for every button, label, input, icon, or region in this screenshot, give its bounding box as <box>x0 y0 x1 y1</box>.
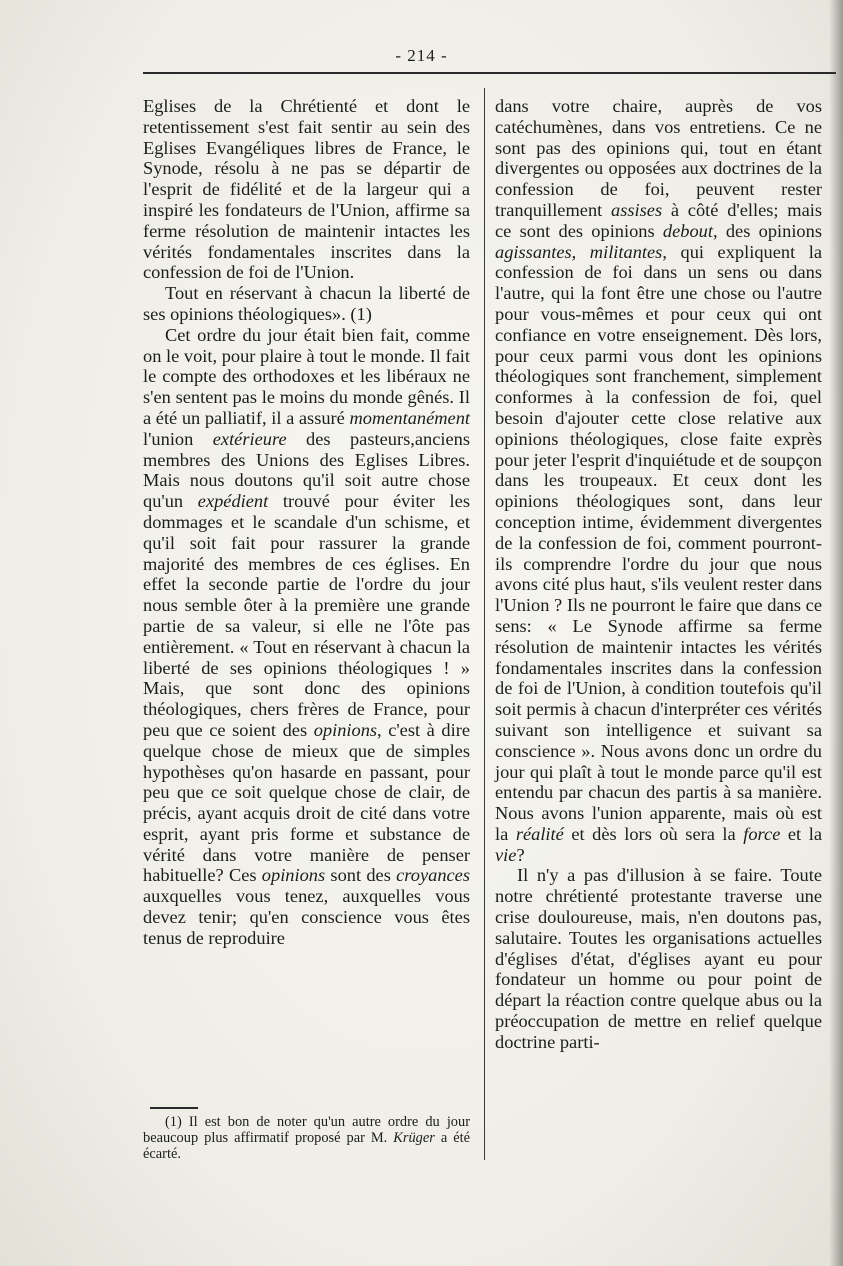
paragraph-right-1: dans votre chaire, auprès de vos catéchumènes, dans vos entretiens. Ce ne sont pas des opinions qui, tout en étant divergentes ou opposées aux doctrines de la confession de foi, peuvent rester tranquillement assises à côté d'elles; mais ce sont des opinions debout, des opinions agissantes, militantes, qui expliquent la confession de foi dans un sens ou dans l'autre, qui la font être une chose ou l'autre pour vous-mêmes et pour ceux qui ont confiance en votre enseignement. Dès lors, pour ceux parmi vous dont les opinions théologiques sont franchement, simplement conformes à la confession de foi, quel besoin d'ajouter cette close relative aux opinions théologiques, close faite exprès pour jeter l'esprit d'inquiétude et de soupçon dans les troupeaux. Et ceux dont les opinions théologiques sont, dans leur conception intime, évidemment divergentes de la confession de foi, comment pourront-ils comprendre l'ordre du jour que nous avons cité plus haut, s'ils veulent rester dans l'Union ? Ils ne pourront le faire que dans ce sens: « Le Synode affirme sa ferme résolution de maintenir intactes les vérités fondamentales inscrites dans la confession de foi de l'Union, à condition toutefois qu'il soit permis à chacun d'interpréter ces vérités suivant son intelligence et suivant sa conscience ». Nous avons donc un ordre du jour qui plaît à tout le monde parce qu'il est entendu par chacun des partis à sa manière. Nous avons l'union apparente, mais où est la réalité et dès lors où sera la force et la vie? <box>495 96 822 865</box>
column-divider <box>484 88 485 1160</box>
paragraph-left-3: Cet ordre du jour était bien fait, comme on le voit, pour plaire à tout le monde. Il fait le compte des orthodoxes et les libéraux ne s'en sentent pas le moins du monde gênés. Il a été un palliatif, il a assuré momentanément l'union extérieure des pasteurs,anciens membres des Unions des Eglises Libres. Mais nous doutons qu'il soit autre chose qu'un expédient trouvé pour éviter les dommages et le scandale d'un schisme, et qu'il soit fait pour rassurer la grande majorité des membres de ces églises. En effet la seconde partie de l'ordre du jour nous semble ôter à la première une grande partie de sa valeur, si elle ne l'ôte pas entièrement. « Tout en réservant à chacun la liberté de ses opinions théologiques ! » Mais, que sont donc des opinions théologiques, chers frères de France, pour peu que ce soient des opinions, c'est à dire quelque chose de mieux que de simples hypothèses qu'on hasarde en passant, pour peu que ce soit quelque chose de clair, de précis, ayant acquis droit de cité dans votre esprit, ayant pris forme et substance de vérité dans votre manière de penser habituelle? Ces opinions sont des croyances auxquelles vous tenez, auxquelles vous devez tenir; qu'en conscience vous êtes tenus de reproduire <box>143 324 470 948</box>
emphasis-kruger: Krüger <box>393 1130 435 1146</box>
paragraph-right-2: Il n'y a pas d'illusion à se faire. Toute notre chrétienté protestante traverse une crise douloureuse, mais, n'en doutons pas, salutaire. Toutes les organisations actuelles d'églises d'état, d'églises ayant eu pour fondateur un homme ou pour point de départ la réaction contre quelque abus ou la préoccupation de mettre en relief quelque doctrine parti- <box>495 865 822 1052</box>
emphasis-force: force <box>743 823 781 844</box>
emphasis-assises: assises <box>611 199 663 220</box>
header-rule <box>143 72 836 74</box>
emphasis-momentanement: momentanément <box>349 407 470 428</box>
emphasis-expedient: expédient <box>197 491 269 512</box>
emphasis-militantes: militantes <box>589 241 663 262</box>
emphasis-croyances: croyances <box>396 865 470 886</box>
page-number: - 214 - <box>395 46 448 65</box>
paragraph-left-1: Eglises de la Chrétienté et dont le retentissement s'est fait sentir au sein des Eglises Evangéliques libres de France, le Synode, résolu à ne pas se départir de l'esprit de fidélité et de la largeur qui a inspiré les fondateurs de l'Union, affirme sa ferme résolution de maintenir intactes les vérités fondamentales inscrites dans la confession de foi de l'Union. <box>143 96 470 283</box>
footnote <box>143 1114 470 1162</box>
footnote-text: (1) Il est bon de noter qu'un autre ordre du jour beaucoup plus affirmatif proposé par M. Krüger a été écarté. <box>143 1114 470 1162</box>
left-column <box>143 96 470 949</box>
emphasis-opinions: opinions <box>313 719 378 740</box>
emphasis-realite: réalité <box>515 823 564 844</box>
emphasis-exterieure: extérieure <box>212 428 287 449</box>
paragraph-left-2: Tout en réservant à chacun la liberté de ses opinions théologiques». (1) <box>143 283 470 324</box>
page-edge-shadow <box>829 0 843 1266</box>
emphasis-agissantes: agissantes <box>495 241 572 262</box>
emphasis-opinions-2: opinions <box>261 865 326 886</box>
footnote-rule <box>150 1107 198 1109</box>
emphasis-vie: vie <box>495 844 517 865</box>
emphasis-debout: debout <box>662 220 713 241</box>
right-column <box>495 96 822 1053</box>
